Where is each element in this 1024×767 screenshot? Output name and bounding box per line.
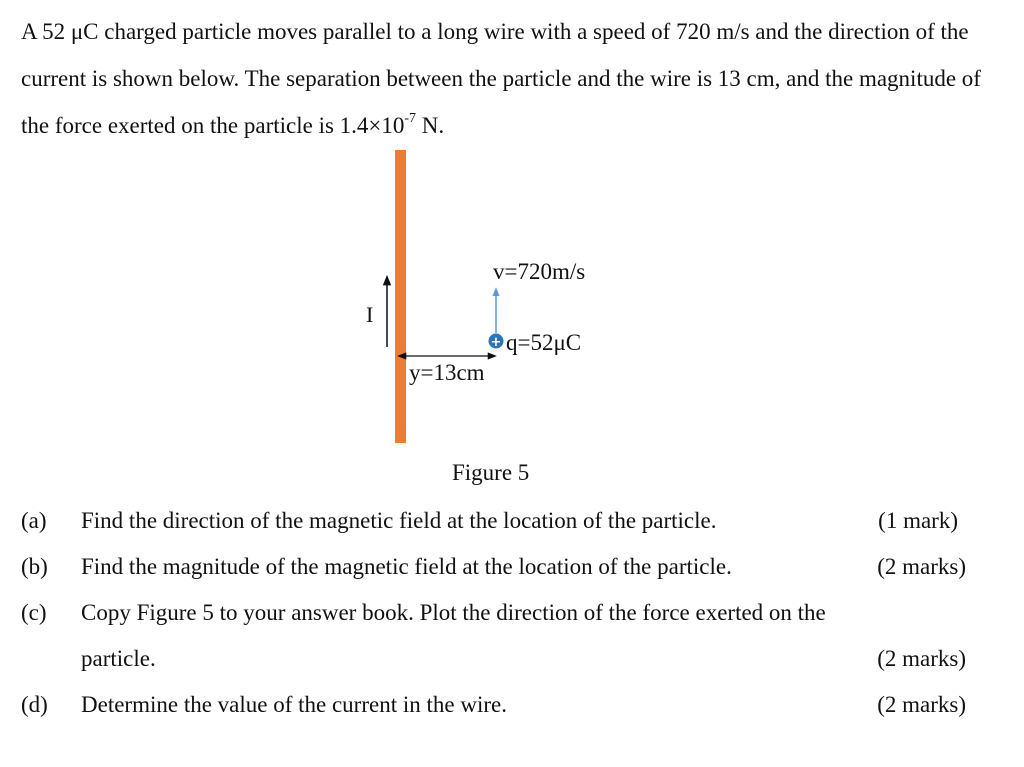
question-marks: (2 marks) [877, 646, 966, 671]
question-c [0, 590, 1024, 636]
question-text-continued: particle. [81, 646, 156, 671]
question-marks: (2 marks) [877, 692, 966, 717]
question-label: (c) [21, 600, 47, 625]
separation-label: y=13cm [409, 360, 485, 385]
force-exponent: -7 [404, 111, 417, 127]
question-label: (d) [21, 692, 48, 717]
question-b [0, 544, 1024, 590]
question-text: Find the magnitude of the magnetic field at the location of the particle. [81, 554, 732, 579]
question-text: Copy Figure 5 to your answer book. Plot the direction of the force exerted on the [81, 600, 826, 625]
figure-caption: Figure 5 [452, 460, 530, 485]
problem-statement [21, 8, 1011, 149]
question-marks: (2 marks) [877, 554, 966, 579]
question-c-continued [0, 636, 1024, 682]
question-label: (b) [21, 554, 48, 579]
question-text: Determine the value of the current in the wire. [81, 692, 507, 717]
question-marks: (1 mark) [878, 508, 958, 533]
problem-text: A 52 μC charged particle moves parallel to a long wire with a speed of 720 m/s and the direction of the current is shown below. The separation between the particle and the wire is 13 cm, and the magnitude of the force exerted on the particle is 1.4×10 [21, 19, 981, 138]
question-text: Find the direction of the magnetic field at the location of the particle. [81, 508, 717, 533]
wire [395, 150, 406, 443]
problem-text-end: N. [416, 113, 445, 138]
question-a [0, 498, 1024, 544]
question-label: (a) [21, 508, 47, 533]
figure-5-diagram [0, 140, 1024, 460]
velocity-label: v=720m/s [493, 259, 586, 284]
current-label: I [366, 302, 374, 327]
question-d [0, 682, 1024, 728]
charge-label: q=52μC [506, 330, 582, 355]
charge-sign: + [490, 335, 502, 350]
